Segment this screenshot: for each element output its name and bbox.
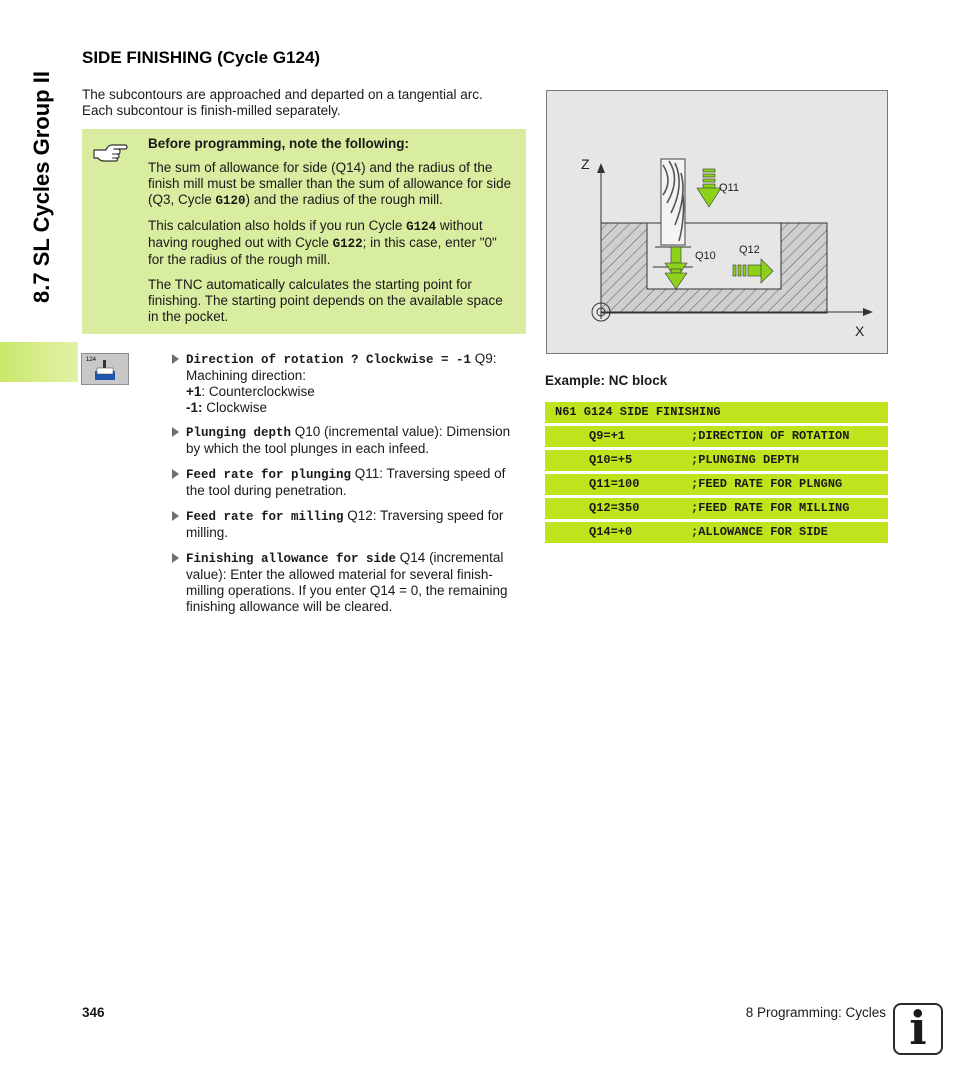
q12-label: Q12 [739, 244, 760, 256]
x-axis-label: X [855, 323, 865, 339]
diagram-svg [547, 91, 887, 353]
z-axis-label: Z [581, 156, 590, 172]
param-q10: Plunging depth Q10 (incremental value): Dimension by which the tool plunges in each infeed. [172, 424, 526, 457]
q10-label: Q10 [695, 250, 716, 262]
chapter-title-text: 8.7 SL Cycles Group II [29, 71, 54, 303]
intro-text [82, 87, 522, 119]
info-icon [893, 1003, 943, 1055]
intro-line-1: The subcontours are approached and departed on a tangential arc. [82, 87, 483, 102]
example-title: Example: NC block [545, 373, 668, 388]
note-title: Before programming, note the following: [148, 136, 409, 151]
z-axis-arrow [597, 163, 605, 173]
nc-block-header: N61 G124 SIDE FINISHING [545, 402, 888, 423]
chapter-footer: 8 Programming: Cycles [745, 1005, 886, 1020]
arrow-right-icon [172, 427, 179, 437]
nc-row: Q12=350 ;FEED RATE FOR MILLING [545, 498, 888, 519]
param-q10-name: Plunging depth [186, 426, 292, 440]
info-glyph: i [909, 1001, 927, 1055]
param-q12: Feed rate for milling Q12: Traversing speed for milling. [172, 508, 526, 541]
param-q9-name: Direction of rotation ? Clockwise = -1 [186, 353, 472, 367]
param-q14-name: Finishing allowance for side [186, 552, 397, 566]
nc-row: Q9=+1 ;DIRECTION OF ROTATION [545, 426, 888, 447]
param-q12-name: Feed rate for milling [186, 510, 344, 524]
param-q9: Direction of rotation ? Clockwise = -1 Q9: Machining direction: +1: Counterclockwise -1: Clockwise [172, 351, 526, 416]
chapter-marker-bar [0, 342, 78, 382]
side-finishing-diagram [546, 90, 888, 354]
chapter-side-title [18, 42, 66, 332]
nc-row: Q11=100 ;FEED RATE FOR PLNGNG [545, 474, 888, 495]
q11-arrow-icon [697, 169, 721, 207]
intro-line-2: Each subcontour is finish-milled separately. [82, 103, 341, 118]
nc-row: Q14=+0 ;ALLOWANCE FOR SIDE [545, 522, 888, 543]
arrow-right-icon [172, 469, 179, 479]
note-paragraph-2: This calculation also holds if you run Cycle G124 without having roughed out with Cycle G122; in this case, enter "0" for the radius of the rough mill. [148, 218, 497, 267]
x-axis-arrow [863, 308, 873, 316]
note-box [82, 129, 526, 334]
param-q14: Finishing allowance for side Q14 (incremental value): Enter the allowed material for several finish-milling operations. If you enter Q14 = 0, the remaining finishing allowance will be cleared. [172, 550, 526, 615]
section-heading: SIDE FINISHING (Cycle G124) [82, 48, 321, 67]
page-number: 346 [82, 1005, 105, 1020]
pocket-tool-icon [82, 354, 128, 384]
code-g120: G120 [215, 194, 246, 208]
param-q11: Feed rate for plunging Q11: Traversing speed of the tool during penetration. [172, 466, 526, 499]
code-g122: G122 [332, 237, 363, 251]
arrow-right-icon [172, 354, 179, 364]
pointing-hand-icon [92, 141, 128, 163]
note-paragraph-3: The TNC automatically calculates the starting point for finishing. The starting point depends on the available space in the pocket. [148, 277, 503, 324]
cycle-icon-label: 124 [86, 357, 97, 363]
arrow-right-icon [172, 553, 179, 563]
param-q11-name: Feed rate for plunging [186, 468, 352, 482]
nc-row: Q10=+5 ;PLUNGING DEPTH [545, 450, 888, 471]
code-g124: G124 [406, 220, 437, 234]
arrow-right-icon [172, 511, 179, 521]
note-paragraph-1: The sum of allowance for side (Q14) and the radius of the finish mill must be smaller than the sum of allowance for side (Q3, Cycle G120) and the radius of the rough mill. [148, 160, 512, 208]
q11-label: Q11 [719, 182, 739, 194]
cycle-124-softkey-icon [81, 353, 129, 385]
